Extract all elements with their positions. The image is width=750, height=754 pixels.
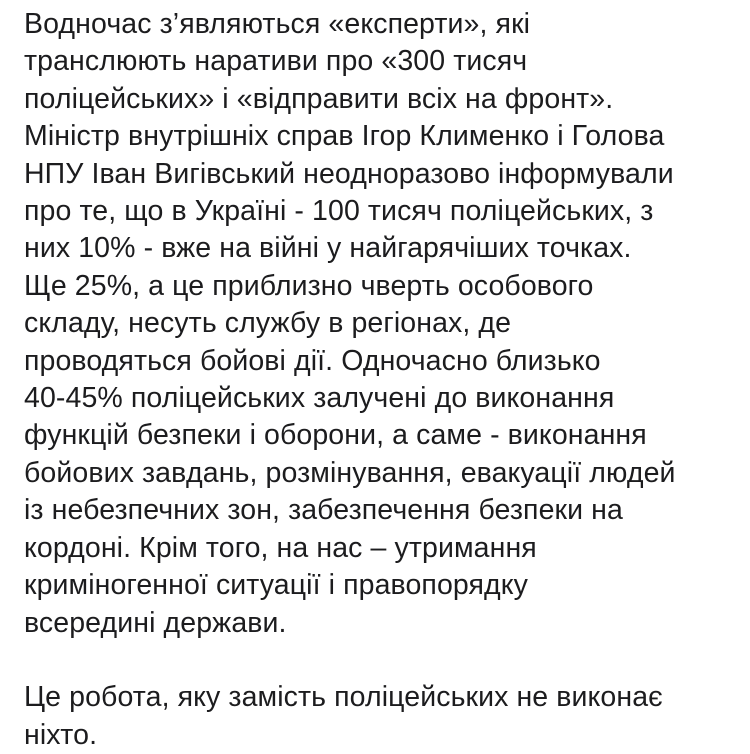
- text-line: транслюють наративи про «300 тисяч: [24, 45, 528, 78]
- text-line: із небезпечних зон, забезпечення безпеки на: [24, 494, 623, 527]
- text-line: кордоні. Крім того, на нас – утримання: [24, 531, 537, 564]
- text-line: Водночас з’являються «експерти», які: [24, 8, 531, 40]
- post-paragraph-1: [24, 6, 736, 642]
- text-line: Міністр внутрішніх справ Ігор Клименко і Голова: [24, 120, 665, 153]
- text-line: 40-45% поліцейських залучені до виконання: [24, 382, 615, 415]
- text-line: складу, несуть службу в регіонах, де: [24, 307, 512, 340]
- post-paragraph-2: [24, 679, 736, 754]
- text-line: Це робота, яку замість поліцейських не виконає: [24, 681, 663, 714]
- text-line: проводяться бойові дії. Одночасно близько: [24, 344, 601, 377]
- text-line: функцій безпеки і оборони, а саме - виконання: [24, 419, 647, 452]
- text-line: всередині держави.: [24, 606, 287, 639]
- text-line: ніхто.: [24, 718, 98, 751]
- text-line: поліцейських» і «відправити всіх на фронт».: [24, 82, 614, 115]
- text-line: про те, що в Україні - 100 тисяч поліцейських, з: [24, 195, 654, 228]
- text-line: бойових завдань, розмінування, евакуації людей: [24, 456, 676, 489]
- text-line: НПУ Іван Вигівський неодноразово інформували: [24, 157, 674, 190]
- text-line: них 10% - вже на війні у найгарячіших точках.: [24, 232, 632, 265]
- text-line: криміногенної ситуації і правопорядку: [24, 569, 529, 602]
- post-text: [24, 6, 736, 754]
- paragraph-gap: [24, 642, 736, 679]
- text-line: Ще 25%, а це приблизно чверть особового: [24, 269, 594, 302]
